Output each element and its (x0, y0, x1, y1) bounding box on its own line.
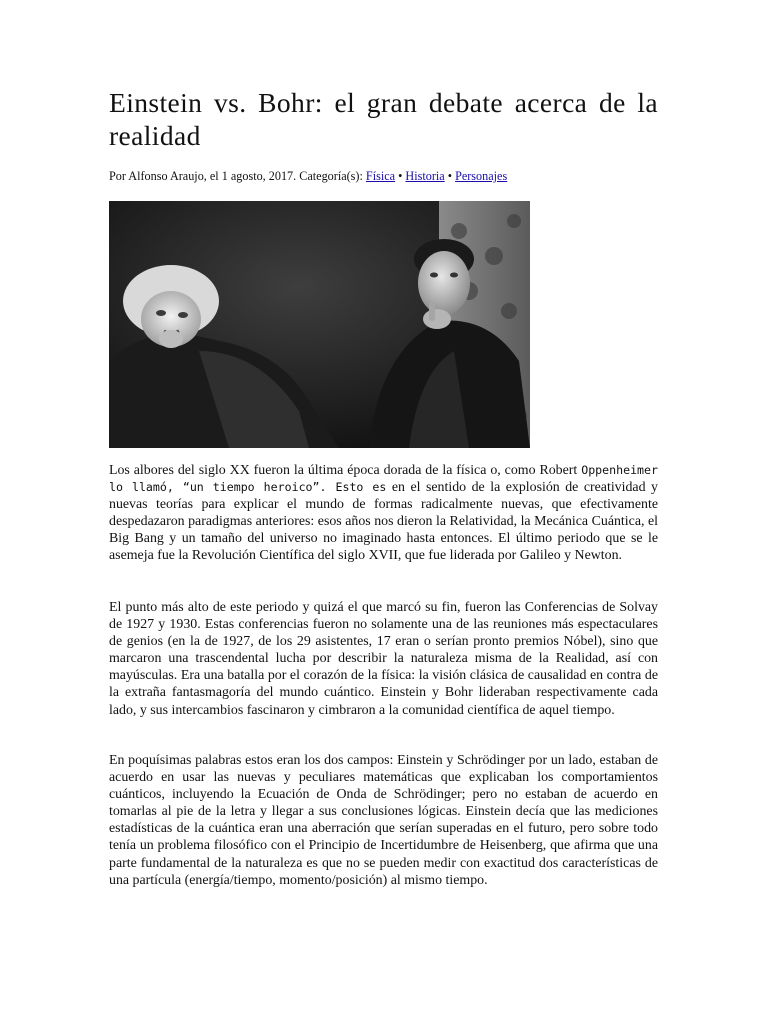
category-link-historia[interactable]: Historia (405, 169, 445, 183)
article-title: Einstein vs. Bohr: el gran debate acerca de la realidad (109, 87, 658, 151)
category-link-personajes[interactable]: Personajes (455, 169, 508, 183)
paragraph-3: En poquísimas palabras estos eran los dos campos: Einstein y Schrödinger por un lado, estaban de acuerdo en usar las nuevas y peculiares matemáticas que explicaban los comportamientos cuánticos, incluyendo la Ecuación de Onda de Schrödinger; pero no estaban de acuerdo en tomarlas al pie de la letra y llegar a sus conclusiones lógicas. Einstein decía que las mediciones estadísticas de la cuántica eran una aberración que serían superadas en el futuro, pero sobre todo tenía un problema filosófico con el Principio de Incertidumbre de Heisenberg, que afirma que una parte fundamental de la naturaleza es que no se pueden medir con exactitud dos características de una partícula (energía/tiempo, momento/posición) al mismo tiempo. (109, 753, 658, 888)
byline-text: Por Alfonso Araujo, el 1 agosto, 2017. Categoría(s): (109, 169, 366, 183)
paragraph-1-quote: Oppenheimer lo llamó, “un tiempo heroico”. Esto es (109, 463, 658, 495)
paragraph-2: El punto más alto de este periodo y quizá el que marcó su fin, fueron las Conferencias de Solvay de 1927 y 1930. Estas conferencias fueron no solamente una de las reuniones más espectaculares de genios (en la de 1927, de los 29 asistentes, 17 eran o serían pronto premios Nóbel), sino que marcaron una trascendental lucha por describir la naturaleza misma de la Realidad, así con mayúsculas. Era una batalla por el corazón de la física: la visión clásica de causalidad en contra de la extraña fantasmagoría del mundo cuántico. Einstein y Bohr lideraban respectivamente cada lado, y sus intercambios fascinaron y cimbraron a la comunidad científica de aquel tiempo. (109, 600, 658, 718)
einstein-bohr-photo (109, 201, 530, 448)
paragraph-1-rest: en el sentido de la explosión de creatividad y nuevas teorías para explicar el mundo de formas radicalmente nuevas, que efectivamente despedazaron paradigmas anteriores: esos años nos dieron la Relatividad, la Mecánica Cuántica, el Big Bang y un tamaño del universo no imaginado hasta entonces. El último periodo que se le asemeja fue la Revolución Científica del siglo XVII, que fue liderada por Galileo y Newton. (109, 480, 658, 564)
category-separator: • (395, 169, 406, 183)
category-separator: • (444, 169, 456, 183)
paragraph-1-lead: Los albores del siglo XX fueron la última época dorada de la física o, como Robert (109, 463, 582, 478)
article-photo (109, 201, 530, 448)
category-link-fisica[interactable]: Física (365, 169, 396, 183)
paragraph-1 (109, 462, 658, 565)
byline (109, 168, 658, 184)
